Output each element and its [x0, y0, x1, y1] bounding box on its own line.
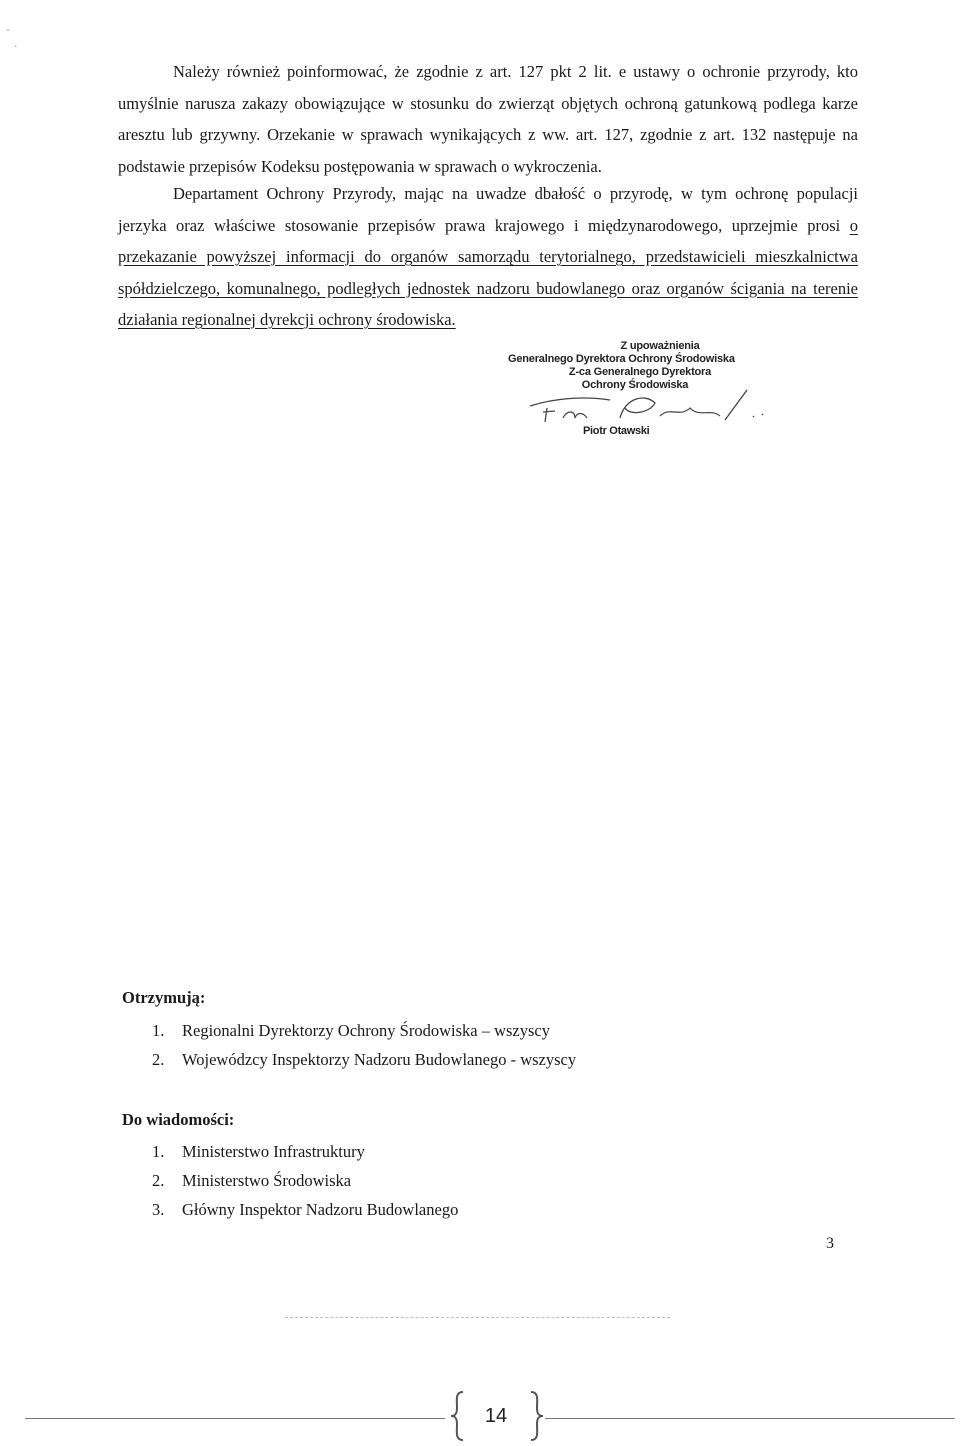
right-brace-icon: [527, 1390, 547, 1442]
for-information-list: [152, 1137, 458, 1224]
list-item: 3. Główny Inspektor Nadzoru Budowlanego: [152, 1200, 459, 1219]
paragraph-request: [118, 178, 858, 336]
list-item: 2. Wojewódzcy Inspektorzy Nadzoru Budowlanego - wszyscy: [152, 1050, 577, 1069]
recipients-heading: Otrzymują:: [122, 988, 206, 1007]
list-item: 1. Ministerstwo Infrastruktury: [152, 1142, 365, 1161]
footer-rule-right: [545, 1418, 955, 1419]
scan-artifact: .: [14, 36, 18, 50]
stamp-line-1: Z upoważnienia: [620, 340, 700, 352]
handwritten-signature: [525, 378, 775, 428]
recipients-list: [152, 1016, 576, 1074]
scan-artifact: -: [6, 22, 10, 36]
paragraph-penalty-info: Należy również poinformować, że zgodnie z art. 127 pkt 2 lit. e ustawy o ochronie przyrody, kto umyślnie narusza zakazy obowiązujące w stosunku do zwierząt objętych ochroną gatunkową podlega karze aresztu lub grzywny. Orzekanie w sprawach wynikających z ww. art. 127, zgodnie z art. 132 następuje na podstawie przepisów Kodeksu postępowania w sprawach o wykroczenia.: [118, 62, 858, 176]
stamp-line-3: Z-ca Generalnego Dyrektora: [568, 366, 712, 378]
scan-dashed-line: [285, 1317, 670, 1318]
paragraph-request-plain: Departament Ochrony Przyrody, mając na uwadze dbałość o przyrodę, w tym ochronę populacji jerzyka oraz właściwe stosowanie przepisów prawa krajowego i międzynarodowego, uprzejmie prosi: [118, 184, 858, 235]
stamp-line-2: Generalnego Dyrektora Ochrony Środowiska: [508, 353, 735, 365]
for-information-heading: Do wiadomości:: [122, 1110, 235, 1129]
paragraph-request-underlined: o przekazanie powyższej informacji do organów samorządu terytorialnego, przedstawicieli mieszkalnictwa spółdzielczego, komunalnego, podległych jednostek nadzoru budowlanego oraz organów ścigania na terenie działania regionalnej dyrekcji ochrony środowiska.: [118, 215, 858, 329]
left-brace-icon: [447, 1390, 467, 1442]
stamp-line-4: Ochrony Środowiska: [581, 379, 689, 391]
page-number: 3: [826, 1235, 834, 1252]
footer-page-number: 14: [484, 1405, 508, 1427]
footer-rule-left: [25, 1418, 445, 1419]
list-item: 2. Ministerstwo Środowiska: [152, 1171, 352, 1190]
signer-name: Piotr Otawski: [583, 425, 650, 437]
list-item: 1. Regionalni Dyrektorzy Ochrony Środowiska – wszyscy: [152, 1021, 550, 1040]
